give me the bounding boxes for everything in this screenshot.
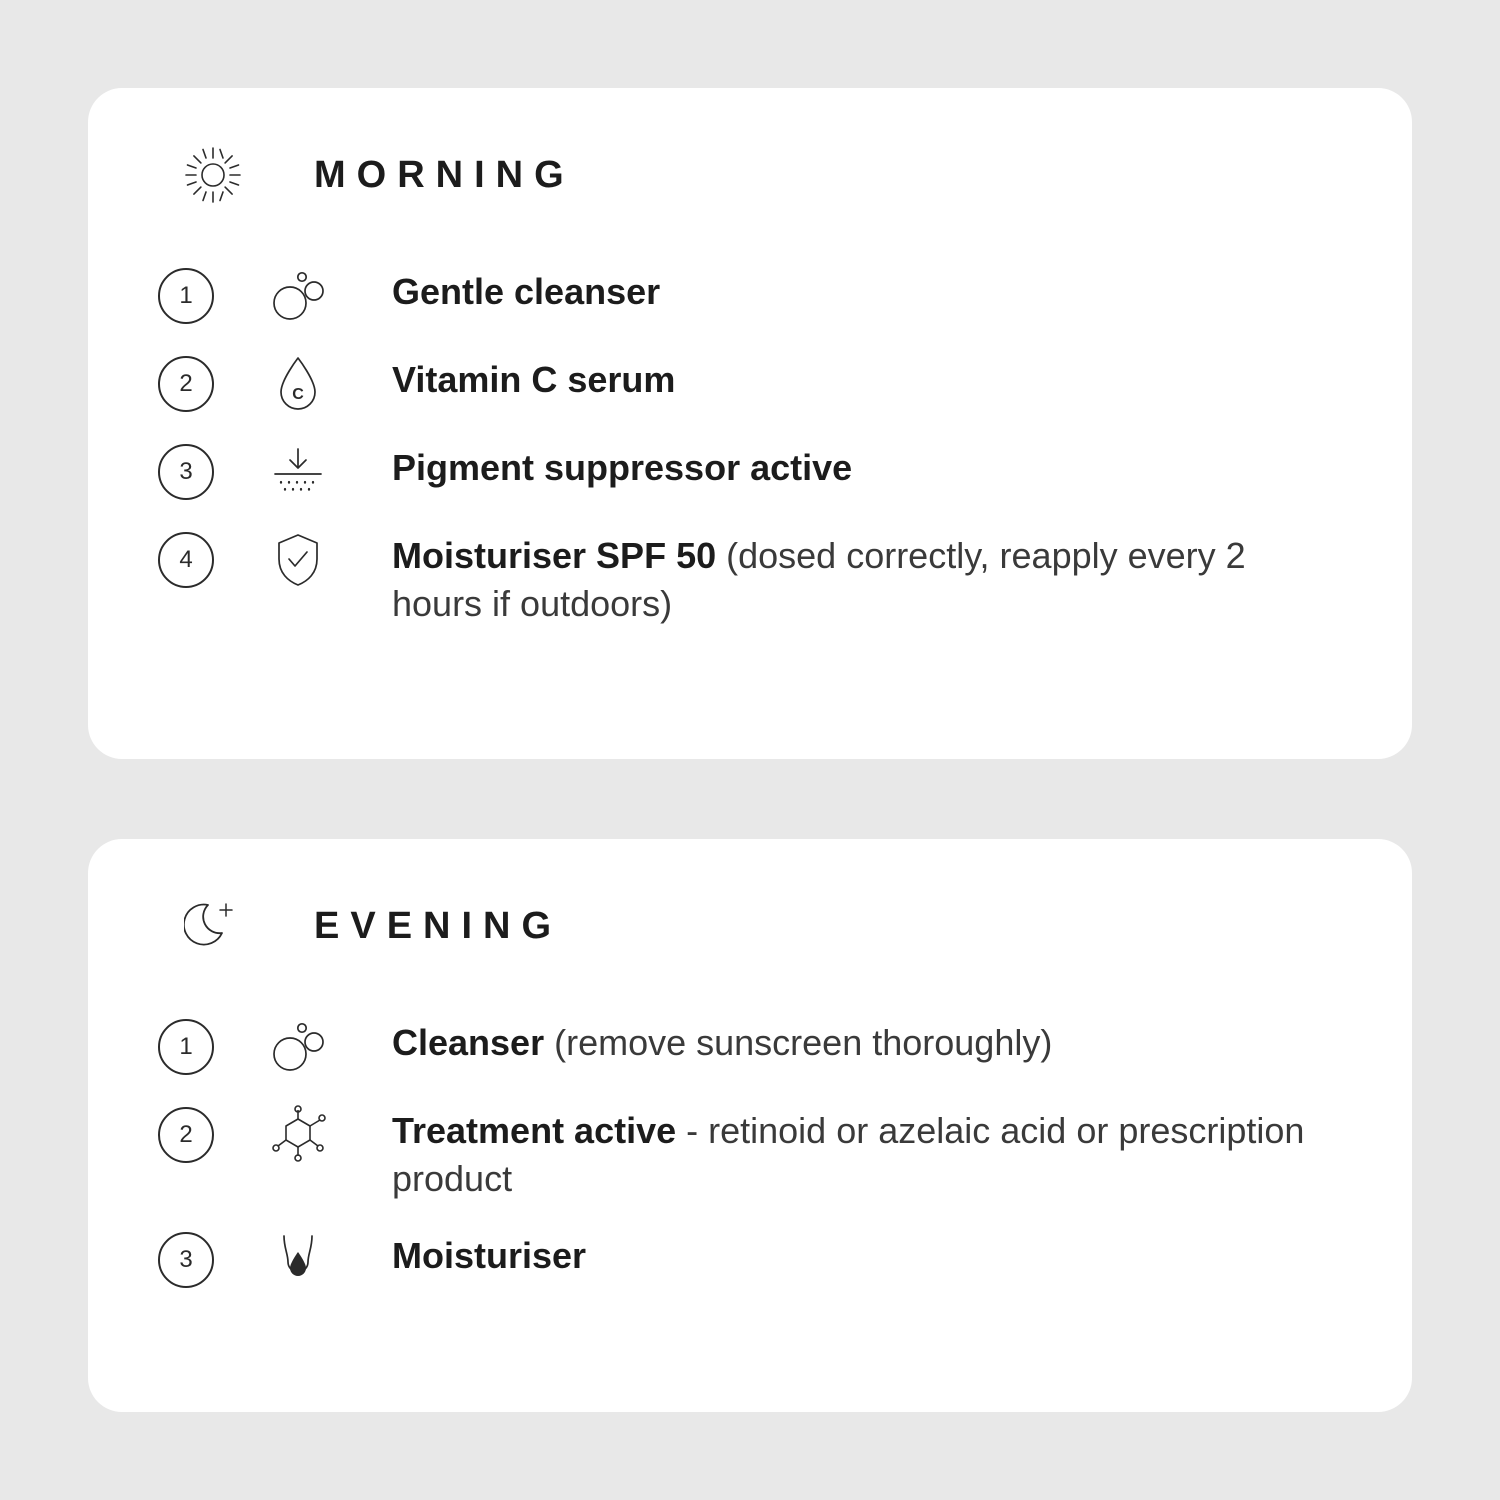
step-text bbox=[392, 266, 660, 316]
list-item bbox=[158, 428, 1342, 516]
step-text bbox=[392, 1230, 586, 1280]
svg-text:C: C bbox=[292, 386, 304, 403]
step-text-strong: Moisturiser bbox=[392, 1235, 587, 1277]
evening-title: EVENING bbox=[314, 905, 563, 948]
step-text-strong: Vitamin C serum bbox=[392, 359, 676, 400]
step-text bbox=[392, 442, 852, 492]
step-number: 1 bbox=[158, 1019, 214, 1075]
moisturiser-drop-icon bbox=[266, 1230, 330, 1290]
list-item bbox=[158, 252, 1342, 340]
sun-icon bbox=[182, 144, 244, 206]
serum-drop-c-icon bbox=[266, 354, 330, 414]
molecule-icon bbox=[266, 1105, 330, 1165]
list-item bbox=[158, 1003, 1342, 1091]
morning-title: MORNING bbox=[314, 154, 575, 196]
step-text-light: (dosed correctly, reapply every 2 hours if outdoors) bbox=[392, 535, 1246, 624]
morning-header bbox=[158, 144, 1342, 206]
step-text bbox=[392, 1017, 1052, 1067]
shield-check-icon bbox=[266, 530, 330, 590]
bubbles-icon bbox=[266, 1017, 330, 1077]
step-text-light: (remove sunscreen thoroughly) bbox=[544, 1022, 1053, 1064]
step-number: 4 bbox=[158, 532, 214, 588]
evening-card bbox=[88, 839, 1412, 1412]
list-item bbox=[158, 340, 1342, 428]
absorb-arrow-icon bbox=[266, 442, 330, 502]
step-text-strong: Pigment suppressor active bbox=[392, 447, 853, 488]
step-number: 1 bbox=[158, 268, 214, 324]
step-text-light: - retinoid or azelaic acid or prescription product bbox=[392, 1110, 1305, 1199]
step-number: 3 bbox=[158, 1232, 214, 1288]
step-number: 2 bbox=[158, 356, 214, 412]
moon-star-icon bbox=[182, 895, 244, 957]
list-item bbox=[158, 516, 1342, 641]
list-item bbox=[158, 1091, 1342, 1216]
step-text-strong: Treatment active bbox=[392, 1110, 677, 1152]
step-text bbox=[392, 530, 1322, 627]
morning-card bbox=[88, 88, 1412, 759]
bubbles-icon bbox=[266, 266, 330, 326]
evening-steps bbox=[158, 1003, 1342, 1304]
step-text bbox=[392, 354, 675, 404]
step-text-strong: Moisturiser SPF 50 bbox=[392, 535, 717, 576]
step-text-strong: Cleanser bbox=[392, 1022, 545, 1064]
step-text-strong: Gentle cleanser bbox=[392, 271, 661, 312]
step-number: 2 bbox=[158, 1107, 214, 1163]
list-item bbox=[158, 1216, 1342, 1304]
step-number: 3 bbox=[158, 444, 214, 500]
evening-header bbox=[158, 895, 1342, 957]
step-text bbox=[392, 1105, 1322, 1202]
morning-steps bbox=[158, 252, 1342, 641]
